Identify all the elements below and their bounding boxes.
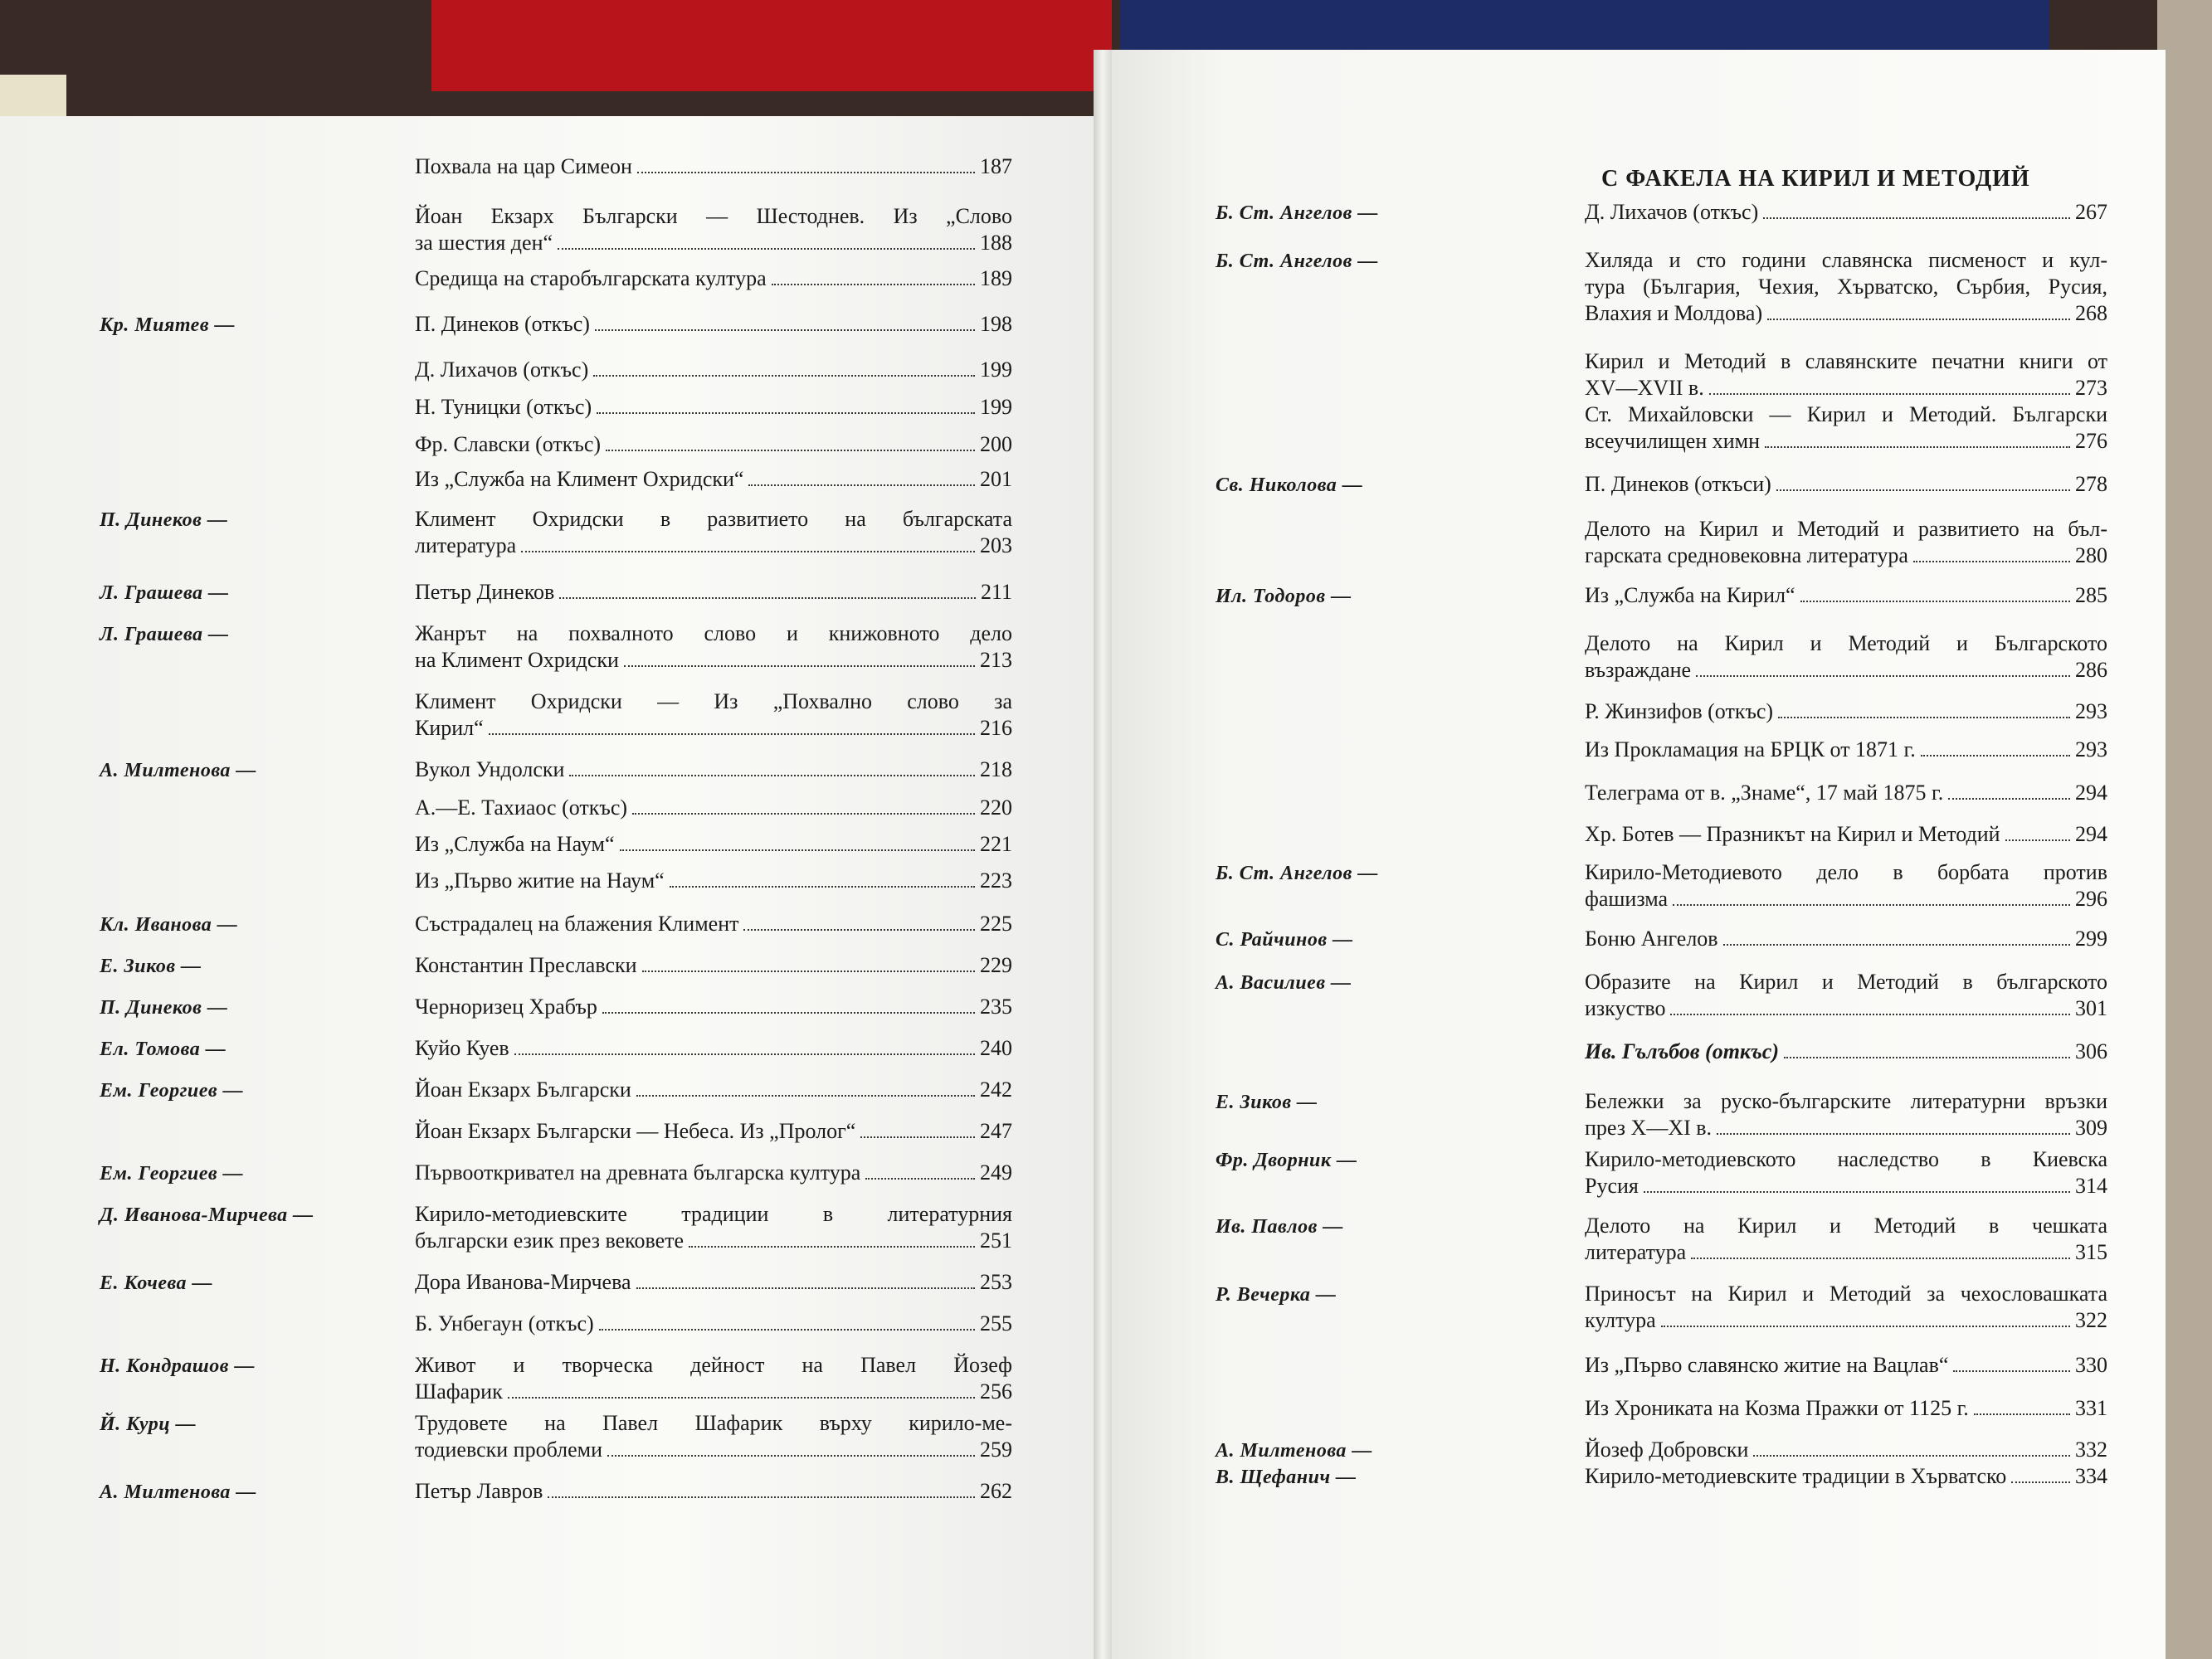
toc-author: А. Милтенова — <box>100 760 256 781</box>
toc-title <box>1585 348 2107 401</box>
page-number: 267 <box>2075 200 2107 224</box>
toc-title-line: Йоан Екзарх Български — Небеса. Из „Пролог“ <box>415 1119 856 1143</box>
leader-dots <box>559 597 976 599</box>
toc-author: Кл. Иванова — <box>100 914 238 936</box>
toc-title <box>415 1118 1012 1145</box>
toc-title <box>1585 1437 2107 1463</box>
toc-title <box>1585 582 2107 609</box>
toc-title <box>1585 698 2107 725</box>
page-number: 280 <box>2075 543 2107 567</box>
toc-author: Н. Кондрашов — <box>100 1355 255 1377</box>
toc-title <box>1585 1463 2107 1490</box>
page-number: 220 <box>980 795 1012 820</box>
toc-title-line: Влахия и Молдова) <box>1585 301 1763 325</box>
toc-author: А. Милтенова — <box>100 1481 256 1503</box>
leader-dots <box>595 329 975 331</box>
page-number: 315 <box>2075 1240 2107 1264</box>
toc-title <box>1585 516 2107 569</box>
leader-dots <box>597 412 975 414</box>
toc-author: В. Щефанич — <box>1216 1467 1357 1488</box>
toc-title-line: Средища на старобългарската култура <box>415 266 767 290</box>
leader-dots <box>606 450 975 451</box>
toc-title-line: Образите на Кирил и Методий в българското <box>1585 970 2107 994</box>
toc-title <box>1585 926 2107 952</box>
toc-title-line: Фр. Славски (откъс) <box>415 432 602 456</box>
toc-title-line: Кирило-Методиевото дело в борбата против <box>1585 860 2107 884</box>
toc-title-line: тура (България, Чехия, Хърватско, Сърбия, Русия, <box>1585 275 2107 299</box>
page-number: 216 <box>980 716 1012 740</box>
toc-title-line: Състрадалец на блажения Климент <box>415 912 739 936</box>
leader-dots <box>569 775 975 776</box>
toc-author: Р. Вечерка — <box>1216 1284 1337 1306</box>
page-number: 332 <box>2075 1438 2107 1462</box>
toc-title-line: възраждане <box>1585 658 1692 682</box>
page-number: 293 <box>2075 737 2107 761</box>
toc-title <box>415 1311 1012 1337</box>
toc-title-line: Жанрът на похвалното слово и книжовното дело <box>415 621 1012 645</box>
toc-title <box>1585 1039 2107 1065</box>
leader-dots <box>772 284 975 285</box>
toc-title-line: Ив. Гълъбов (откъс) <box>1585 1039 1779 1063</box>
page-number: 229 <box>980 953 1012 977</box>
leader-dots <box>2005 839 2070 841</box>
toc-title-line: през X—XI в. <box>1585 1116 1713 1140</box>
toc-title-line: Климент Охридски в развитието на българската <box>415 507 1012 531</box>
leader-dots <box>602 1012 975 1014</box>
toc-title <box>415 1160 1012 1186</box>
toc-title <box>415 466 1012 493</box>
leader-dots <box>1644 1191 2070 1193</box>
toc-title-line: фашизма <box>1585 887 1669 911</box>
background-red-book <box>431 0 1112 91</box>
toc-title-line: Трудовете на Павел Шафарик върху кирило-ме- <box>415 1411 1012 1435</box>
toc-author: Св. Николова — <box>1216 474 1363 496</box>
leader-dots <box>1784 1057 2070 1058</box>
page-number: 273 <box>2075 376 2107 400</box>
leader-dots <box>1670 1014 2070 1015</box>
page-number: 262 <box>980 1479 1012 1503</box>
page-number: 198 <box>980 312 1012 336</box>
leader-dots <box>593 375 975 377</box>
toc-author: П. Динеков — <box>100 997 228 1019</box>
toc-title-line: П. Динеков (откъс) <box>415 312 590 336</box>
page-number: 293 <box>2075 699 2107 723</box>
toc-title <box>415 394 1012 421</box>
toc-title-line: литература <box>415 533 517 557</box>
toc-author: Е. Зиков — <box>1216 1092 1318 1113</box>
toc-title-line: Дора Иванова-Мирчева <box>415 1270 631 1294</box>
toc-author: Л. Грашева — <box>100 582 229 604</box>
toc-title-line: Йозеф Добровски <box>1585 1438 1749 1462</box>
toc-title-line: Боню Ангелов <box>1585 927 1718 951</box>
leader-dots <box>1948 798 2070 800</box>
toc-title <box>1585 737 2107 763</box>
page-number: 218 <box>980 757 1012 781</box>
leader-dots <box>620 849 975 851</box>
toc-title-line: XV—XVII в. <box>1585 376 1704 400</box>
page-number: 200 <box>980 432 1012 456</box>
leader-dots <box>1767 319 2070 320</box>
toc-title-line: Похвала на цар Симеон <box>415 154 632 178</box>
toc-title-line: Кирило-методиевските традиции в литературния <box>415 1202 1012 1226</box>
leader-dots <box>860 1136 975 1138</box>
toc-title-line: Ст. Михайловски — Кирил и Методий. Български <box>1585 402 2107 426</box>
page-number: 322 <box>2075 1308 2107 1332</box>
toc-title-line: Р. Жинзифов (откъс) <box>1585 699 1774 723</box>
toc-title-line: Кирило-методиевското наследство в Киевска <box>1585 1147 2107 1171</box>
leader-dots <box>1953 1370 2070 1372</box>
toc-title <box>1585 969 2107 1022</box>
toc-title-line: А.—Е. Тахиаос (откъс) <box>415 795 628 820</box>
page-number: 221 <box>980 832 1012 856</box>
toc-title <box>415 1201 1012 1254</box>
toc-title <box>415 1478 1012 1505</box>
toc-author: Д. Иванова-Мирчева — <box>100 1204 314 1226</box>
toc-title <box>415 357 1012 383</box>
toc-title-line: за шестия ден“ <box>415 231 553 255</box>
toc-title <box>1585 630 2107 684</box>
toc-title-line: Петър Лавров <box>415 1479 543 1503</box>
toc-title-line: Кирил и Методий в славянските печатни книги от <box>1585 349 2107 373</box>
toc-title-line: Йоан Екзарх Български — Шестоднев. Из „Слово <box>415 204 1012 228</box>
page-number: 187 <box>980 154 1012 178</box>
page-number: 225 <box>980 912 1012 936</box>
toc-title <box>1585 199 2107 226</box>
leader-dots <box>1765 446 2070 448</box>
toc-title-line: Петър Динеков <box>415 580 555 604</box>
page-number: 334 <box>2075 1464 2107 1488</box>
toc-title-line: Делото на Кирил и Методий и Българското <box>1585 631 2107 655</box>
leader-dots <box>508 1397 975 1399</box>
page-number: 331 <box>2075 1396 2107 1420</box>
page-number: 259 <box>980 1438 1012 1462</box>
toc-title <box>415 579 1012 606</box>
page-number: 188 <box>980 231 1012 255</box>
toc-title-line: Из „Служба на Наум“ <box>415 832 615 856</box>
page-number: 203 <box>980 533 1012 557</box>
leader-dots <box>1921 755 2070 757</box>
toc-title <box>1585 471 2107 498</box>
toc-title-line: изкуство <box>1585 996 1666 1020</box>
page-number: 306 <box>2075 1039 2107 1063</box>
toc-title-line: Н. Туницки (откъс) <box>415 395 592 419</box>
leader-dots <box>1974 1413 2070 1415</box>
toc-title-line: Кирил“ <box>415 716 484 740</box>
toc-author: А. Милтенова — <box>1216 1440 1372 1462</box>
toc-title-line: Вукол Ундолски <box>415 757 565 781</box>
section-title: С ФАКЕЛА НА КИРИЛ И МЕТОДИЙ <box>1601 166 2030 192</box>
toc-title-line: Из „Служба на Кирил“ <box>1585 583 1795 607</box>
leader-dots <box>2011 1481 2070 1483</box>
toc-title-line: Кирило-методиевските традиции в Хърватско <box>1585 1464 2007 1488</box>
toc-title <box>1585 780 2107 806</box>
leader-dots <box>1717 1133 2070 1135</box>
page-number: 294 <box>2075 822 2107 846</box>
toc-title-line: Д. Лихачов (откъс) <box>415 358 589 382</box>
toc-author: Л. Грашева — <box>100 624 229 645</box>
page-number: 189 <box>980 266 1012 290</box>
toc-title-line: Из Хрониката на Козма Пражки от 1125 г. <box>1585 1396 1969 1420</box>
toc-title-line: Константин Преславски <box>415 953 637 977</box>
leader-dots <box>521 551 975 552</box>
toc-title <box>1585 1088 2107 1141</box>
leader-dots <box>1709 393 2070 395</box>
left-page <box>0 116 1112 1659</box>
leader-dots <box>548 1496 975 1498</box>
leader-dots <box>1723 944 2070 946</box>
leader-dots <box>865 1178 975 1180</box>
toc-title <box>1585 1281 2107 1334</box>
toc-title-line: Телеграма от в. „Знаме“, 17 май 1875 г. <box>1585 781 1944 805</box>
toc-author: Е. Кочева — <box>100 1272 213 1294</box>
toc-title-line: български език през вековете <box>415 1228 685 1253</box>
toc-author: Ив. Павлов — <box>1216 1216 1343 1238</box>
toc-title <box>1585 1146 2107 1199</box>
toc-title <box>415 506 1012 559</box>
toc-title <box>1585 1352 2107 1379</box>
right-page <box>1095 50 2166 1659</box>
toc-author: А. Василиев — <box>1216 972 1352 994</box>
toc-author: Ем. Георгиев — <box>100 1163 244 1185</box>
page-number: 276 <box>2075 429 2107 453</box>
toc-title <box>415 1410 1012 1463</box>
toc-author: Ил. Тодоров — <box>1216 586 1352 607</box>
toc-title <box>415 1077 1012 1103</box>
toc-author: Кр. Миятев — <box>100 314 236 336</box>
page-number: 268 <box>2075 301 2107 325</box>
toc-title <box>1585 247 2107 327</box>
toc-author: Ем. Георгиев — <box>100 1080 244 1102</box>
page-number: 314 <box>2075 1174 2107 1198</box>
toc-author: Б. Ст. Ангелов — <box>1216 863 1378 884</box>
toc-title <box>415 688 1012 742</box>
page-number: 294 <box>2075 781 2107 805</box>
page-number: 242 <box>980 1078 1012 1102</box>
leader-dots <box>1696 675 2070 677</box>
leader-dots <box>636 1287 975 1289</box>
page-number: 255 <box>980 1311 1012 1335</box>
leader-dots <box>1753 1455 2070 1457</box>
leader-dots <box>1661 1326 2070 1327</box>
toc-title-line: Шафарик <box>415 1379 503 1404</box>
toc-title <box>1585 401 2107 455</box>
toc-title-line: Русия <box>1585 1174 1639 1198</box>
toc-author: С. Райчинов — <box>1216 929 1353 951</box>
leader-dots <box>1913 561 2070 562</box>
leader-dots <box>1763 217 2070 219</box>
page-number: 223 <box>980 868 1012 893</box>
page-number: 213 <box>980 648 1012 672</box>
toc-title <box>1585 821 2107 848</box>
toc-title-line: Живот и творческа дейност на Павел Йозеф <box>415 1353 1012 1377</box>
toc-title <box>415 1352 1012 1405</box>
leader-dots <box>632 813 975 815</box>
toc-title-line: Д. Лихачов (откъс) <box>1585 200 1759 224</box>
page-number: 330 <box>2075 1353 2107 1377</box>
book-spine <box>1094 50 1112 1659</box>
toc-title-line: култура <box>1585 1308 1656 1332</box>
page-number: 240 <box>980 1036 1012 1060</box>
page-number: 285 <box>2075 583 2107 607</box>
toc-title-line: Бележки за руско-българските литературни връзки <box>1585 1089 2107 1113</box>
page-number: 199 <box>980 358 1012 382</box>
toc-title <box>415 1269 1012 1296</box>
toc-title <box>415 203 1012 256</box>
toc-title <box>1585 859 2107 912</box>
toc-title-line: Из Прокламация на БРЦК от 1871 г. <box>1585 737 1916 761</box>
toc-title-line: Приносът на Кирил и Методий за чехословашката <box>1585 1282 2107 1306</box>
leader-dots <box>689 1246 975 1248</box>
toc-title <box>415 952 1012 979</box>
leader-dots <box>636 1095 975 1097</box>
toc-author: Фр. Дворник — <box>1216 1150 1357 1171</box>
leader-dots <box>637 172 975 173</box>
toc-title-line: Йоан Екзарх Български <box>415 1078 631 1102</box>
page-number: 256 <box>980 1379 1012 1404</box>
toc-title <box>415 757 1012 783</box>
toc-title <box>415 153 1012 180</box>
toc-title-line: всеучилищен химн <box>1585 429 1761 453</box>
toc-title <box>1585 1395 2107 1422</box>
page-number: 247 <box>980 1119 1012 1143</box>
page-number: 201 <box>980 467 1012 491</box>
page-number: 235 <box>980 995 1012 1019</box>
toc-author: Ел. Томова — <box>100 1039 227 1060</box>
toc-title-line: Куйо Куев <box>415 1036 509 1060</box>
toc-title-line: Из „Първо житие на Наум“ <box>415 868 665 893</box>
toc-author: Б. Ст. Ангелов — <box>1216 251 1378 272</box>
toc-title-line: гарската средновековна литература <box>1585 543 1908 567</box>
toc-title <box>415 868 1012 894</box>
toc-title-line: Делото на Кирил и Методий и развитието на бъл- <box>1585 517 2107 541</box>
toc-title <box>415 431 1012 458</box>
leader-dots <box>743 929 975 931</box>
toc-title-line: на Климент Охридски <box>415 648 619 672</box>
leader-dots <box>514 1053 975 1055</box>
toc-author: Й. Курц — <box>100 1413 197 1435</box>
toc-title <box>415 994 1012 1020</box>
toc-title <box>415 620 1012 674</box>
page-number: 249 <box>980 1160 1012 1185</box>
toc-title-line: тодиевски проблеми <box>415 1438 603 1462</box>
leader-dots <box>1776 489 2070 491</box>
leader-dots <box>624 665 975 667</box>
toc-title <box>1585 1213 2107 1266</box>
page-number: 253 <box>980 1270 1012 1294</box>
leader-dots <box>489 733 975 735</box>
toc-title-line: литература <box>1585 1240 1687 1264</box>
toc-title-line: Б. Унбегаун (откъс) <box>415 1311 594 1335</box>
toc-title-line: Черноризец Храбър <box>415 995 597 1019</box>
page-number: 286 <box>2075 658 2107 682</box>
page-number: 296 <box>2075 887 2107 911</box>
toc-author: П. Динеков — <box>100 509 228 531</box>
toc-title <box>415 795 1012 821</box>
leader-dots <box>599 1329 975 1331</box>
toc-title <box>415 911 1012 937</box>
page-number: 251 <box>980 1228 1012 1253</box>
leader-dots <box>1800 601 2070 602</box>
leader-dots <box>1673 904 2070 906</box>
leader-dots <box>748 484 975 486</box>
toc-title <box>415 831 1012 858</box>
leader-dots <box>670 886 975 888</box>
page-number: 299 <box>2075 927 2107 951</box>
toc-title-line: П. Динеков (откъси) <box>1585 472 1771 496</box>
toc-title-line: Делото на Кирил и Методий в чешката <box>1585 1214 2107 1238</box>
page-number: 278 <box>2075 472 2107 496</box>
toc-title-line: Хиляда и сто години славянска писменост и кул- <box>1585 248 2107 272</box>
toc-author: Е. Зиков — <box>100 956 202 977</box>
toc-title <box>415 311 1012 338</box>
leader-dots <box>1691 1258 2070 1259</box>
leader-dots <box>1778 717 2070 718</box>
page-number: 211 <box>980 580 1012 604</box>
leader-dots <box>558 248 975 250</box>
leader-dots <box>607 1455 975 1457</box>
page-number: 309 <box>2075 1116 2107 1140</box>
toc-title-line: Първооткривател на древната българска култура <box>415 1160 861 1185</box>
toc-title-line: Климент Охридски — Из „Похвално слово за <box>415 689 1012 713</box>
toc-title-line: Из „Първо славянско житие на Вацлав“ <box>1585 1353 1949 1377</box>
toc-author: Б. Ст. Ангелов — <box>1216 202 1378 224</box>
leader-dots <box>642 971 975 972</box>
toc-title-line: Хр. Ботев — Празникът на Кирил и Методий <box>1585 822 2000 846</box>
toc-title <box>415 1035 1012 1062</box>
page-number: 301 <box>2075 996 2107 1020</box>
toc-title-line: Из „Служба на Климент Охридски“ <box>415 467 744 491</box>
toc-title <box>415 265 1012 292</box>
page-number: 199 <box>980 395 1012 419</box>
